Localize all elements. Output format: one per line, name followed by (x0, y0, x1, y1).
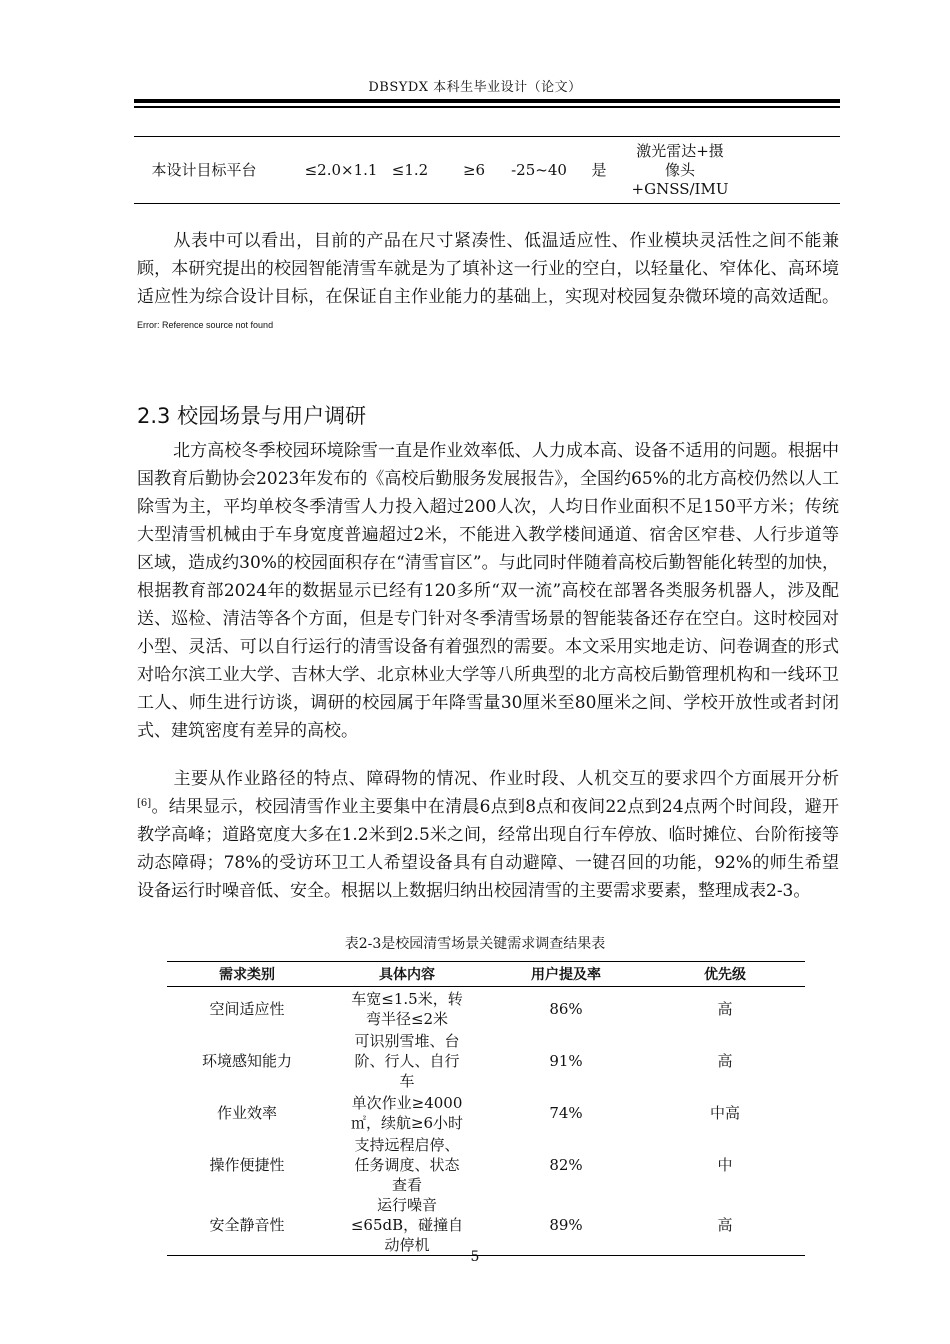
cell-category: 环境感知能力 (201, 1052, 292, 1070)
cell-content (327, 1091, 487, 1135)
header-category: 需求类别 (167, 962, 327, 987)
cell-rate: 82% (549, 1156, 583, 1174)
platform-table-fragment (134, 136, 840, 204)
paragraph-background (137, 437, 839, 745)
header-priority: 优先级 (645, 962, 805, 987)
table-row (167, 1195, 805, 1256)
cell-category: 作业效率 (216, 1104, 277, 1122)
platform-sensors: 激光雷达+摄像头+GNSS/IMU (631, 141, 729, 198)
cell-content (327, 1031, 487, 1091)
table-row (167, 1031, 805, 1091)
platform-endurance: ≥6 (462, 160, 486, 179)
page-header: DBSYDX 本科生毕业设计（论文） (368, 80, 582, 95)
platform-label: 本设计目标平台 (151, 160, 257, 179)
section-heading: 2.3 校园场景与用户调研 (137, 404, 367, 428)
header-rule-thin (134, 106, 840, 108)
platform-width: ≤1.2 (391, 160, 429, 179)
paragraph-analysis-text-a: 主要从作业路径的特点、障碍物的情况、作业时段、人机交互的要求四个方面展开分析 (173, 769, 839, 789)
cell-category: 操作便捷性 (209, 1156, 285, 1174)
cell-content-text: 车宽≤1.5米，转弯半径≤2米 (351, 990, 463, 1028)
cell-priority: 高 (717, 1052, 733, 1070)
citation: [6] (137, 798, 152, 809)
table-row (167, 987, 805, 1032)
paragraph-table-summary (137, 227, 839, 343)
requirements-table (167, 961, 805, 1256)
cell-content-text: 可识别雪堆、台阶、行人、自行车 (354, 1032, 460, 1090)
cell-rate: 89% (487, 1195, 645, 1256)
cell-category: 空间适应性 (209, 1000, 285, 1018)
cell-rate: 86% (549, 1000, 583, 1018)
reference-error: Error: Reference source not found (137, 320, 274, 330)
cell-content (327, 1135, 487, 1195)
cell-priority: 高 (717, 1000, 733, 1018)
cell-content-text: 支持远程启停、任务调度、状态查看 (354, 1136, 460, 1194)
platform-size: ≤2.0×1.1 (304, 160, 378, 179)
table-row (167, 1091, 805, 1135)
cell-content (327, 987, 487, 1032)
paragraph-analysis-text-b: 。结果显示，校园清雪作业主要集中在清晨6点到8点和夜间22点到24点两个时间段，避开教学高峰；道路宽度大多在1.2米到2.5米之间，经常出现自行车停放、临时摊位、台阶衔接等动态障碍；78%的受访环卫工人希望设备具有自动避障、一键召回的功能，92%的师生希望设备运行时噪音低、安全。根据以上数据归纳出校园清雪的主要需求要素，整理成表2-3。 (137, 797, 839, 901)
cell-content-text: 运行噪音≤65dB，碰撞自动停机 (350, 1196, 464, 1254)
cell-priority: 中 (717, 1156, 733, 1174)
cell-rate: 74% (549, 1104, 583, 1122)
paragraph-background-text: 北方高校冬季校园环境除雪一直是作业效率低、人力成本高、设备不适用的问题。根据中国教育后勤协会2023年发布的《高校后勤服务发展报告》，全国约65%的北方高校仍然以人工除雪为主，平均单校冬季清雪人力投入超过200人次，人均日作业面积不足150平方米；传统大型清雪机械由于车身宽度普遍超过2米，不能进入教学楼间通道、宿舍区窄巷、人行步道等区域，造成约30%的校园面积存在“清雪盲区”。与此同时伴随着高校后勤智能化转型的加快，根据教育部2024年的数据显示已经有120多所“双一流”高校在部署各类服务机器人，涉及配送、巡检、清洁等各个方面，但是专门针对冬季清雪场景的智能装备还存在空白。这时校园对小型、灵活、可以自行运行的清雪设备有着强烈的需要。本文采用实地走访、问卷调查的形式对哈尔滨工业大学、吉林大学、北京林业大学等八所典型的北方高校后勤管理机构和一线环卫工人、师生进行访谈，调研的校园属于年降雪量30厘米至80厘米之间、学校开放性或者封闭式、建筑密度有差异的高校。 (137, 441, 839, 741)
platform-module: 是 (591, 160, 607, 179)
cell-rate: 91% (549, 1052, 583, 1070)
cell-priority: 中高 (709, 1104, 740, 1122)
cell-content-text: 单次作业≥4000㎡，续航≥6小时 (350, 1094, 464, 1132)
cell-content (327, 1195, 487, 1256)
header-mention-rate: 用户提及率 (487, 962, 645, 987)
header-rule-thick (134, 99, 840, 103)
paragraph-table-summary-text: 从表中可以看出，目前的产品在尺寸紧凑性、低温适应性、作业模块灵活性之间不能兼顾，本研究提出的校园智能清雪车就是为了填补这一行业的空白，以轻量化、窄体化、高环境适应性为综合设计目标，在保证自主作业能力的基础上，实现对校园复杂微环境的高效适配。 (137, 231, 839, 307)
cell-category: 安全静音性 (167, 1195, 327, 1256)
table-caption: 表2-3是校园清雪场景关键需求调查结果表 (344, 936, 606, 952)
page-number: 5 (470, 1249, 480, 1265)
header-content: 具体内容 (327, 962, 487, 987)
table-header-row (167, 962, 805, 987)
paragraph-analysis (137, 765, 839, 905)
cell-priority: 高 (645, 1195, 805, 1256)
platform-temperature: -25~40 (511, 160, 567, 179)
table-row (167, 1135, 805, 1195)
